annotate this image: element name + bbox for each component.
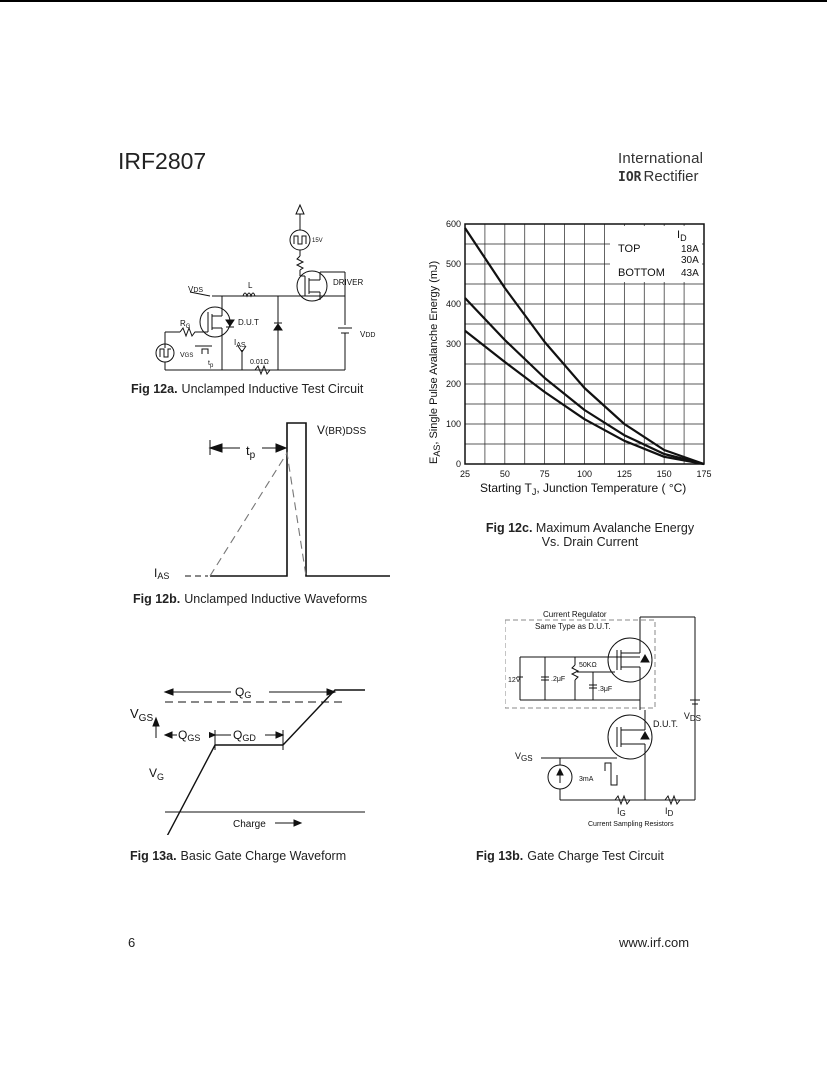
label-driver: DRIVER	[333, 278, 364, 287]
label-resistor: 0.01Ω	[250, 359, 269, 366]
x-tick-label: 100	[576, 469, 593, 479]
label-ias: IAS	[154, 566, 170, 581]
label-qgd: QGD	[233, 728, 256, 743]
x-tick-label: 150	[656, 469, 672, 479]
label-id: ID	[665, 806, 674, 818]
label-c2: .2μF	[551, 676, 566, 683]
page-number: 6	[128, 935, 136, 950]
fig13a-caption: Fig 13a. Basic Gate Charge Waveform	[130, 849, 347, 863]
y-tick-label: 200	[445, 379, 461, 389]
y-tick-label: 0	[455, 459, 461, 469]
fig13b-circuit	[505, 605, 705, 830]
x-tick-label: 75	[539, 469, 550, 479]
supply-arrow	[296, 205, 304, 214]
y-tick-label: 500	[445, 259, 461, 269]
label-dut: D.U.T.	[653, 719, 679, 729]
y-tick-label: 400	[445, 299, 461, 309]
x-axis-label: Starting $T_J$, Junction Temperature ( °C)	[480, 481, 687, 497]
logo-international: International	[618, 150, 704, 167]
label-vbrdss: V(BR)DSS	[317, 423, 367, 437]
waveform-trace	[210, 423, 390, 576]
label-qg: QG	[235, 685, 252, 700]
fig13b-caption: Fig 13b. Gate Charge Test Circuit	[476, 849, 664, 863]
pulse-source-15v	[290, 230, 310, 250]
label-same-type: Same Type as D.U.T.	[535, 622, 611, 631]
label-dut: D.U.T	[238, 318, 259, 327]
label-qgs: QGS	[178, 728, 201, 743]
ior-logo-mark: IOR	[618, 170, 642, 185]
label-charge: Charge	[233, 819, 266, 830]
label-c3: .3μF	[598, 686, 613, 693]
label-vgs: VGS	[180, 352, 194, 359]
legend-header: $I_D$	[677, 229, 687, 243]
label-tp: tp	[208, 360, 214, 369]
logo-rectifier-text: Rectifier	[643, 168, 699, 185]
legend-bottom: BOTTOM	[618, 267, 665, 279]
label-ias: IAS	[234, 338, 246, 349]
label-current-regulator: Current Regulator	[543, 610, 607, 619]
label-vgs: $V_{GS}$	[130, 706, 154, 724]
label-ig: IG	[617, 806, 626, 818]
label-l: L	[248, 281, 253, 290]
label-50k: 50KΩ	[579, 662, 597, 669]
fig12c-chart	[415, 212, 715, 502]
x-tick-label: 175	[696, 469, 712, 479]
label-vgs: VGS	[515, 751, 533, 763]
logo-rectifier	[618, 168, 699, 185]
fig12b-caption: Fig 12b. Unclamped Inductive Waveforms	[133, 592, 368, 606]
label-3ma: 3mA	[579, 776, 594, 783]
label-15v: 15V	[312, 238, 323, 244]
label-vds: VDS	[188, 285, 204, 294]
label-sampling-resistors: Current Sampling Resistors	[588, 821, 674, 828]
label-tp: $t_p$	[246, 443, 256, 461]
fig12b-waveform	[150, 415, 395, 585]
y-tick-label: 600	[445, 219, 461, 229]
label-rg: $R_G$	[180, 319, 191, 330]
label-vds: VDS	[683, 711, 701, 723]
x-tick-label: 125	[616, 469, 632, 479]
label-vg: $V_G$	[149, 766, 165, 782]
label-12v: 12V	[508, 677, 521, 684]
legend-top: TOP	[618, 243, 641, 255]
x-tick-label: 50	[499, 469, 510, 479]
fig12a-circuit	[150, 200, 400, 380]
footer-url: www.irf.com	[619, 935, 690, 950]
legend-30a: 30A	[681, 255, 699, 266]
legend-43a: 43A	[681, 268, 699, 279]
label-vdd: VDD	[360, 330, 376, 339]
fig12a-caption: Fig 12a. Unclamped Inductive Test Circuit	[131, 382, 364, 396]
legend-18a: 18A	[681, 244, 699, 255]
top-rule	[0, 0, 827, 2]
y-tick-label: 300	[445, 339, 461, 349]
fig12c-caption: Fig 12c. Maximum Avalanche Energy Vs. Drain Current	[485, 521, 695, 549]
part-number: IRF2807	[118, 148, 207, 174]
fig13a-waveform	[125, 680, 375, 835]
y-axis-label: $E_{AS}$, Single Pulse Avalanche Energy (mJ)	[428, 260, 442, 464]
y-tick-label: 100	[445, 419, 461, 429]
x-tick-label: 25	[459, 469, 471, 479]
